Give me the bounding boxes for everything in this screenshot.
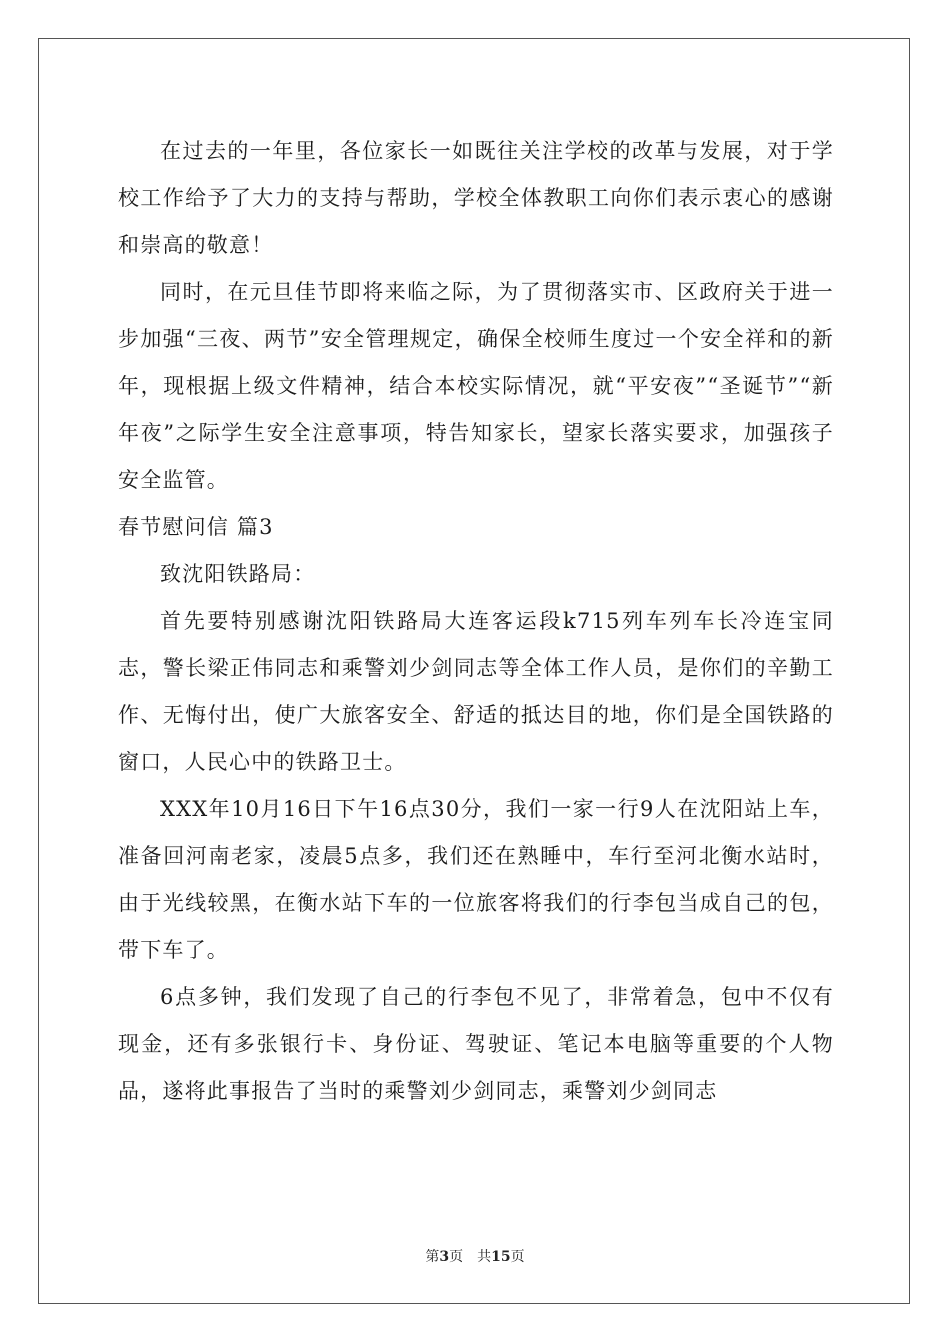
- paragraph-discovery: 6点多钟，我们发现了自己的行李包不见了，非常着急，包中不仅有现金，还有多张银行卡、身份证、驾驶证、笔记本电脑等重要的个人物品，遂将此事报告了当时的乘警刘少剑同志，乘警刘少剑同志: [118, 985, 834, 1103]
- letter-salutation: 致沈阳铁路局：: [160, 562, 316, 586]
- paragraph-incident: XXX年10月16日下午16点30分，我们一家一行9人在沈阳站上车，准备回河南老家，凌晨5点多，我们还在熟睡中，车行至河北衡水站时，由于光线较黑，在衡水站下车的一位旅客将我们的行李包当成自己的包，带下车了。: [118, 797, 834, 962]
- page-total: 15: [491, 1249, 511, 1265]
- paragraph-safety-notice: 同时，在元旦佳节即将来临之际，为了贯彻落实市、区政府关于进一步加强“三夜、两节”安全管理规定，确保全校师生度过一个安全祥和的新年，现根据上级文件精神，结合本校实际情况，就“平安夜”“圣诞节”“新年夜”之际学生安全注意事项，特告知家长，望家长落实要求，加强孩子安全监管。: [118, 280, 834, 492]
- total-prefix: 共: [477, 1249, 492, 1265]
- page-footer: [0, 1246, 950, 1266]
- section-heading: 春节慰问信 篇3: [118, 515, 274, 539]
- page-suffix: 页: [449, 1249, 464, 1265]
- page-current: 3: [439, 1249, 450, 1265]
- total-suffix: 页: [510, 1249, 525, 1265]
- document-body: [118, 128, 834, 1115]
- page-prefix: 第: [425, 1249, 440, 1265]
- paragraph-thanks: 在过去的一年里，各位家长一如既往关注学校的改革与发展，对于学校工作给予了大力的支持与帮助，学校全体教职工向你们表示衷心的感谢和崇高的敬意！: [118, 139, 834, 257]
- paragraph-gratitude: 首先要特别感谢沈阳铁路局大连客运段k715列车列车长冷连宝同志，警长梁正伟同志和乘警刘少剑同志等全体工作人员，是你们的辛勤工作、无悔付出，使广大旅客安全、舒适的抵达目的地，你们是全国铁路的窗口，人民心中的铁路卫士。: [118, 609, 834, 774]
